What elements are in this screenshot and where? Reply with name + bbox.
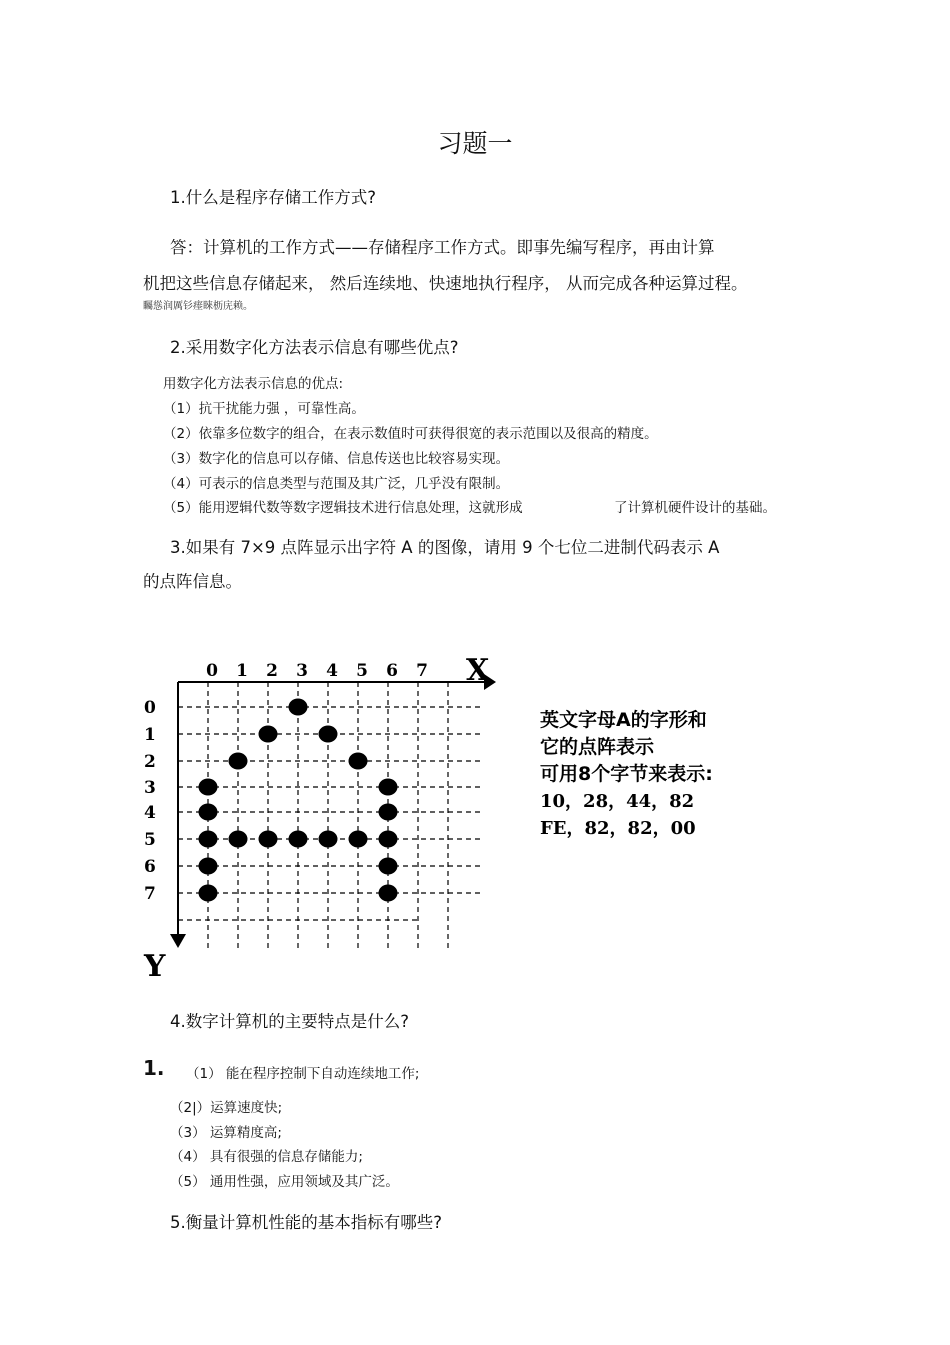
answer-1-line2: 机把这些信息存储起来， 然后连续地、快速地执行程序， 从而完成各种运算过程。	[143, 274, 748, 293]
y-tick-label: 1	[144, 725, 156, 745]
question-5: 5.衡量计算机性能的基本指标有哪些?	[170, 1213, 443, 1232]
matrix-dot	[319, 831, 338, 848]
answer-2-item: （3）数字化的信息可以存储、信息传送也比较容易实现。	[163, 451, 510, 467]
answer-2-item: （5）能用逻辑代数等数字逻辑技术进行信息处理，这就形成	[163, 500, 523, 516]
question-1: 1.什么是程序存储工作方式?	[170, 188, 377, 207]
answer-2-item: （4）可表示的信息类型与范围及其广泛，几乎没有限制。	[163, 476, 510, 492]
x-tick-label: 3	[296, 661, 308, 681]
matrix-dot	[259, 726, 278, 743]
answer-4-item: （2|）运算速度快;	[170, 1100, 283, 1116]
question-4: 4.数字计算机的主要特点是什么?	[170, 1012, 410, 1031]
matrix-dot	[379, 804, 398, 821]
answer-4-number: 1.	[143, 1056, 165, 1080]
matrix-dot	[349, 753, 368, 770]
answer-1-line1: 答：计算机的工作方式——存储程序工作方式。即事先编写程序，再由计算	[170, 238, 715, 257]
x-tick-label: 5	[356, 661, 368, 681]
matrix-dot	[199, 831, 218, 848]
y-labels	[144, 698, 156, 904]
y-tick-label: 4	[144, 803, 156, 823]
matrix-dot	[229, 831, 248, 848]
matrix-dot	[199, 885, 218, 902]
x-tick-label: 1	[236, 661, 248, 681]
matrix-dot	[379, 885, 398, 902]
matrix-dot	[379, 858, 398, 875]
x-tick-label: 2	[266, 661, 278, 681]
x-tick-label: 7	[416, 661, 428, 681]
page-title: 习题一	[437, 129, 513, 158]
answer-2-item: （2）依靠多位数字的组合，在表示数值时可获得很宽的表示范围以及很高的精度。	[163, 426, 658, 442]
matrix-dot	[289, 699, 308, 716]
grid-lines	[178, 682, 480, 950]
matrix-dot	[199, 804, 218, 821]
dot-matrix-figure	[130, 640, 770, 985]
matrix-dot	[379, 779, 398, 796]
answer-2-intro: 用数字化方法表示信息的优点:	[163, 376, 344, 392]
x-tick-label: 0	[206, 661, 218, 681]
matrix-dot	[199, 858, 218, 875]
answer-2-item-continued: 了计算机硬件设计的基础。	[614, 500, 776, 516]
caption-line: FE，82，82，00	[540, 818, 696, 839]
x-axis-label: X	[466, 653, 490, 688]
question-3-line1: 3.如果有 7×9 点阵显示出字符 A 的图像，请用 9 个七位二进制代码表示 A	[170, 538, 720, 557]
caption-line: 可用8个字节来表示:	[540, 763, 713, 785]
x-labels	[206, 661, 428, 681]
matrix-dot	[319, 726, 338, 743]
caption-line: 10，28，44，82	[540, 791, 695, 812]
caption-line: 它的点阵表示	[540, 736, 655, 758]
figure-caption	[540, 708, 713, 839]
y-tick-label: 3	[144, 778, 156, 798]
answer-4-item: （1） 能在程序控制下自动连续地工作;	[186, 1066, 420, 1082]
matrix-dot	[259, 831, 278, 848]
y-axis-arrow-icon	[170, 934, 186, 948]
y-tick-label: 7	[144, 884, 156, 904]
caption-line: 英文字母A的字形和	[540, 709, 707, 731]
answer-4-item: （3） 运算精度高;	[170, 1125, 282, 1141]
y-axis-label: Y	[144, 949, 166, 984]
matrix-dot	[199, 779, 218, 796]
x-tick-label: 4	[326, 661, 338, 681]
matrix-dot	[289, 831, 308, 848]
question-3-line2: 的点阵信息。	[143, 572, 242, 591]
matrix-dot	[229, 753, 248, 770]
axes	[170, 674, 496, 948]
question-2: 2.采用数字化方法表示信息有哪些优点?	[170, 338, 459, 357]
answer-4-item: （5） 通用性强，应用领域及其广泛。	[170, 1174, 399, 1190]
matrix-dot	[379, 831, 398, 848]
answer-4-item: （4） 具有很强的信息存储能力;	[170, 1149, 363, 1165]
x-tick-label: 6	[386, 661, 398, 681]
answer-2-item: （1）抗干扰能力强 ，可靠性高。	[163, 401, 365, 417]
y-tick-label: 6	[144, 857, 156, 877]
y-tick-label: 0	[144, 698, 156, 718]
garbled-text: 矚慫润厲钐瘗睞枥庑赖。	[143, 301, 253, 312]
matrix-dot	[349, 831, 368, 848]
y-tick-label: 5	[144, 830, 156, 850]
y-tick-label: 2	[144, 752, 156, 772]
